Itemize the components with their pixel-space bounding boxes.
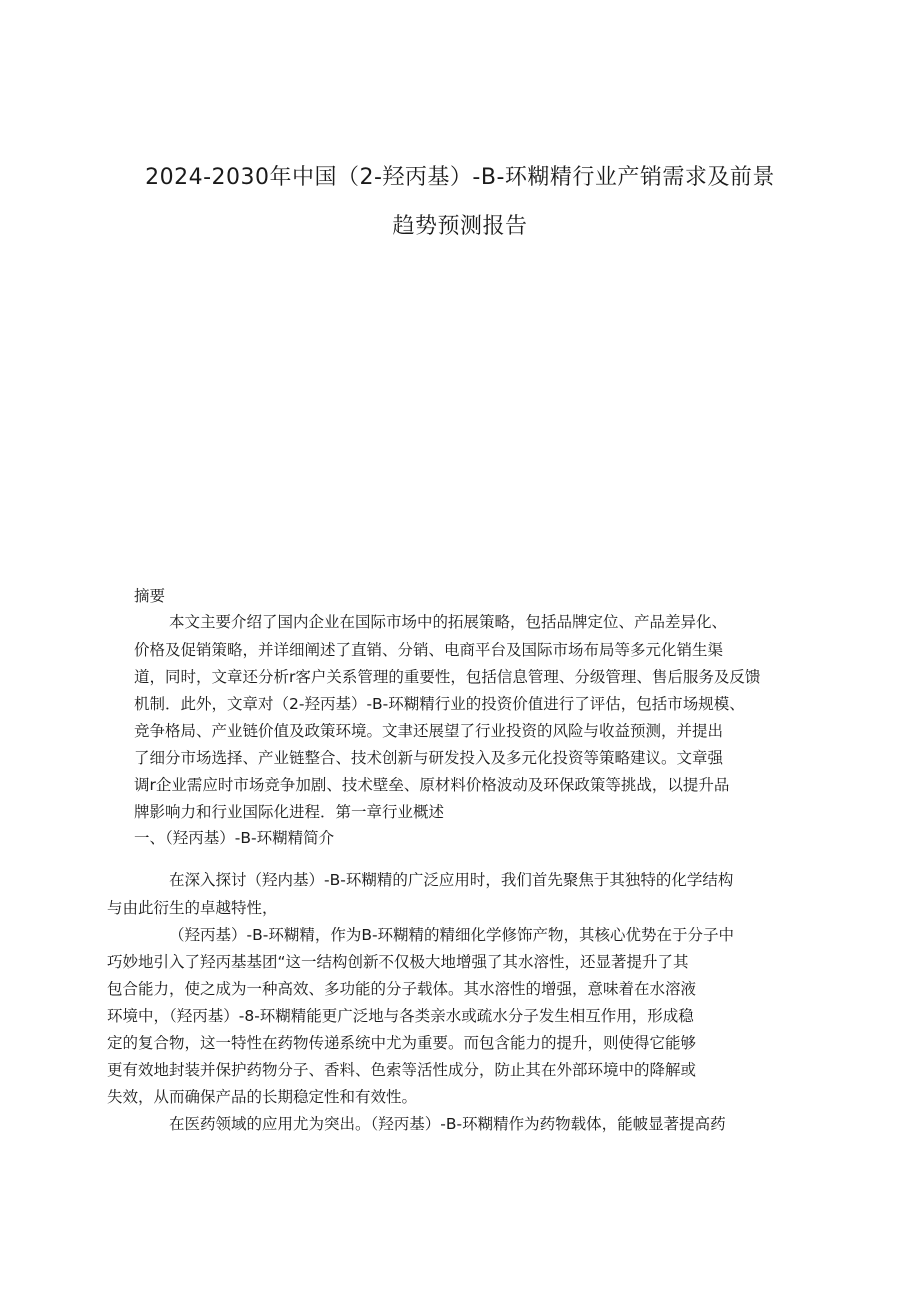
abstract-heading: 摘要 bbox=[134, 587, 166, 605]
abstract-line: 价格及促销策略，并详细阐述了直销、分销、电商平台及国际市场布局等多元化销生渠 bbox=[134, 641, 724, 659]
abstract-line: 机制．此外，文章对（2-羟丙基）-B-环糊精行业的投资价值进行了评估，包括市场规模、 bbox=[134, 695, 745, 713]
paragraph-line: 在医药领域的应用尤为突出。（羟丙基）-B-环糊精作为药物载体，能帔显著提高药 bbox=[169, 1115, 726, 1133]
paragraph-line: 定的复合物，这一特性在药物传递系统中尤为重要。而包含能力的提升，则使得它能够 bbox=[107, 1034, 697, 1052]
abstract-line: 道，同时，文章还分析r客户关系管理的重要性，包括信息管理、分级管理、售后服务及反馈 bbox=[134, 668, 761, 686]
abstract-line: 牌影响力和行业国际化进程．第一章行业概述 bbox=[134, 803, 445, 821]
paragraph-line: 环境中，（羟丙基）-8-环糊精能更广泛地与各类亲水或疏水分子发生相互作用，形成稳 bbox=[107, 1007, 694, 1025]
abstract-line: 本文主要介绍了国内企业在国际市场中的拓展策略，包括品牌定位、产品差异化、 bbox=[169, 613, 728, 631]
paragraph-line: 包合能力，使之成为一种高效、多功能的分子载体。其水溶性的增强，意味着在水溶液 bbox=[107, 980, 697, 998]
report-title-line-2: 趋势预测报告 bbox=[392, 214, 528, 239]
paragraph-line: 在深入探讨（羟内基）-B-环糊精的广泛应用时，我们首先聚焦于其独特的化学结构 bbox=[169, 871, 734, 889]
abstract-line: 竞争格局、产业链价值及政策环境。文聿还展望了行业投资的风险与收益预测，并提出 bbox=[134, 722, 724, 740]
abstract-line: 调r企业需应时市场竞争加剧、技术壁垒、原材料价格波动及环保政策等挑战，以提升品 bbox=[134, 776, 730, 794]
paragraph-line: 更有效地封装并保护药物分子、香料、色索等活性成分，防止其在外部环境中的降解或 bbox=[107, 1061, 697, 1079]
paragraph-line: 失效，从而确保产品的长期稳定性和有效性。 bbox=[107, 1088, 418, 1106]
abstract-line: 了细分市场选择、产业链整合、技术创新与研发投入及多元化投资等策略建议。文章强 bbox=[134, 749, 724, 767]
paragraph-line: （羟丙基）-B-环糊精，作为B-环糊精的精细化学修饰产物，其核心优势在于分子中 bbox=[169, 926, 735, 944]
paragraph-line: 巧妙地引入了羟丙基基团“这一结构创新不仅极大地增强了其水溶性，还显著提升了其 bbox=[107, 953, 689, 971]
paragraph-line: 与由此衍生的卓越特性， bbox=[107, 899, 278, 917]
section-heading: 一、（羟丙基）-B-环糊精简介 bbox=[134, 829, 335, 847]
report-title-line-1: 2024-2030年中国（2-羟丙基）-B-环糊精行业产销需求及前景 bbox=[145, 165, 775, 190]
